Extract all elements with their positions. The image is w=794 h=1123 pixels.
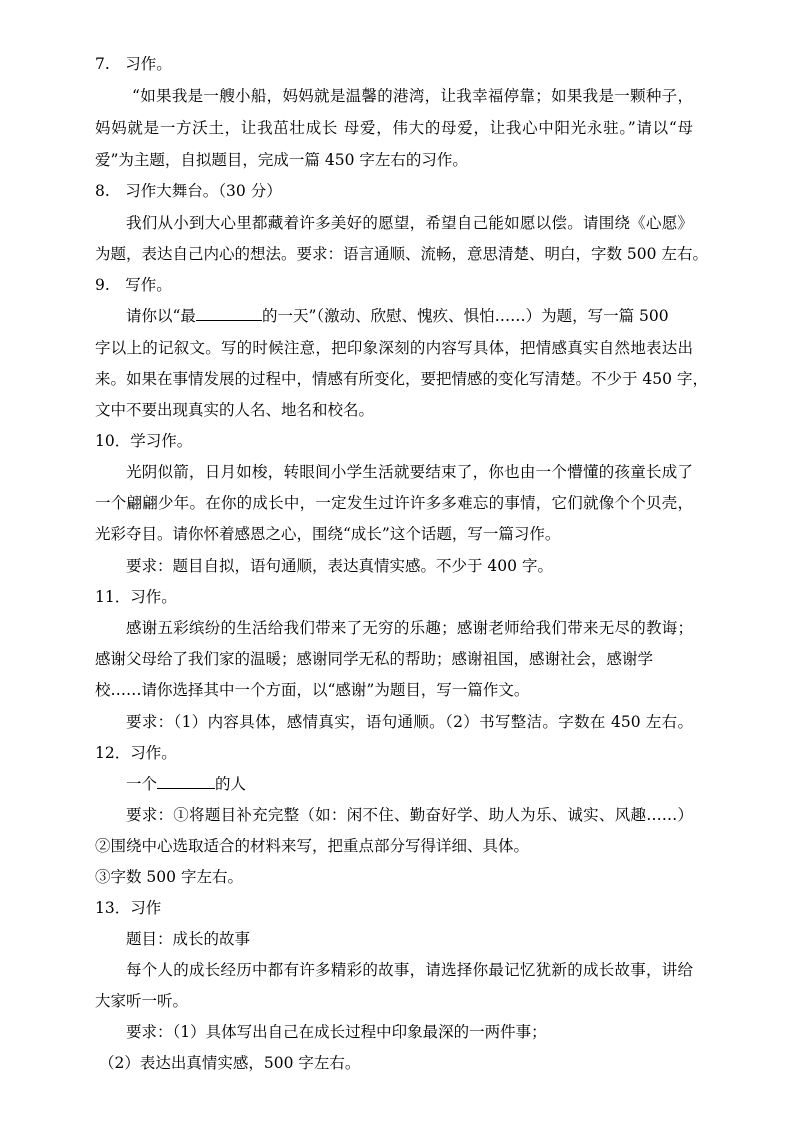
item-11-heading: 11．习作。 — [95, 588, 177, 606]
item-11-line-1: 感谢五彩缤纷的生活给我们带来了无穷的乐趣；感谢老师给我们带来无尽的教诲； — [126, 619, 693, 637]
item-8-line-2: 为题，表达自己内心的想法。要求：语言通顺、流畅，意思清楚、明白，字数 500 左右。 — [95, 245, 708, 263]
item-13-line-2: 大家听一听。 — [95, 992, 189, 1010]
item-7-line-1: “如果我是一艘小船，妈妈就是温馨的港湾，让我幸福停靠；如果我是一颗种子， — [132, 87, 693, 105]
item-13-title: 题目：成长的故事 — [126, 930, 251, 948]
item-12-heading: 12．习作。 — [95, 744, 177, 762]
item-13-requirement-2: （2）表达出真情实感，500 字左右。 — [99, 1054, 361, 1072]
item-7-line-2: 妈妈就是一方沃土，让我茁壮成长 母爱，伟大的母爱，让我心中阳光永驻。”请以“母 — [95, 119, 693, 137]
item-9-heading: 9. 写作。 — [95, 276, 172, 294]
item-12-title-line — [126, 774, 246, 794]
item-9-line-2: 来。如果在事情发展的过程中，情感有所变化，要把情感的变化写清楚。不少于 450 字， — [95, 370, 708, 388]
item-10-line-1: 光阴似箭，日月如梭，转眼间小学生活就要结束了，你也由一个懵懂的孩童长成了 — [126, 463, 693, 481]
item-10-line-2: 一个翩翩少年。在你的成长中，一定发生过许许多多难忘的事情，它们就像个个贝壳， — [95, 494, 693, 512]
item-10-requirement: 要求：题目自拟，语句通顺，表达真情实感。不少于 400 字。 — [126, 557, 553, 575]
item-11-line-2: 感谢父母给了我们家的温暖；感谢同学无私的帮助；感谢祖国，感谢社会，感谢学 — [95, 650, 654, 668]
item-11-line-3: 校……请你选择其中一个方面，以“感谢”为题目，写一篇作文。 — [95, 681, 530, 699]
item-12-title-prefix: 一个 — [126, 775, 158, 793]
item-9-fill-blank[interactable] — [196, 306, 262, 321]
item-9-line-3: 文中不要出现真实的人名、地名和校名。 — [95, 401, 375, 419]
item-8-heading: 8. 习作大舞台。（30 分） — [95, 182, 282, 200]
item-12-requirement-1: 要求：①将题目补充完整（如：闲不住、勤奋好学、助人为乐、诚实、风趣……） — [126, 806, 693, 824]
item-12-title-suffix: 的人 — [215, 775, 247, 793]
item-7-line-3: 爱”为主题，自拟题目，完成一篇 450 字左右的习作。 — [95, 151, 468, 169]
item-9-title-suffix: 的一天”（激动、欣慰、愧疚、惧怕……）为题，写一篇 500 — [261, 307, 669, 325]
item-12-fill-blank[interactable] — [157, 774, 215, 789]
item-10-heading: 10．学习作。 — [95, 432, 193, 450]
item-13-heading: 13．习作 — [95, 899, 162, 917]
item-13-requirement-1: 要求：（1）具体写出自己在成长过程中印象最深的一两件事； — [126, 1023, 547, 1041]
item-12-requirement-3: ③字数 500 字左右。 — [95, 868, 243, 886]
item-11-requirement: 要求：（1）内容具体，感情真实，语句通顺。（2）书写整洁。字数在 450 左右。 — [126, 713, 693, 731]
item-10-line-3: 光彩夺目。请你怀着感恩之心，围绕“成长”这个话题，写一篇习作。 — [95, 525, 561, 543]
item-7-heading: 7. 习作。 — [95, 55, 172, 73]
item-9-title-prefix: 请你以“最 — [126, 307, 196, 325]
item-9-title-line — [126, 306, 669, 326]
item-13-line-1: 每个人的成长经历中都有许多精彩的故事，请选择你最记忆犹新的成长故事，讲给 — [126, 961, 693, 979]
item-8-line-1: 我们从小到大心里都藏着许多美好的愿望，希望自己能如愿以偿。请围绕《心愿》 — [126, 214, 693, 232]
item-12-requirement-2: ②围绕中心选取适合的材料来写，把重点部分写得详细、具体。 — [95, 837, 530, 855]
item-9-line-1: 字以上的记叙文。写的时候注意，把印象深刻的内容写具体，把情感真实自然地表达出 — [95, 339, 693, 357]
